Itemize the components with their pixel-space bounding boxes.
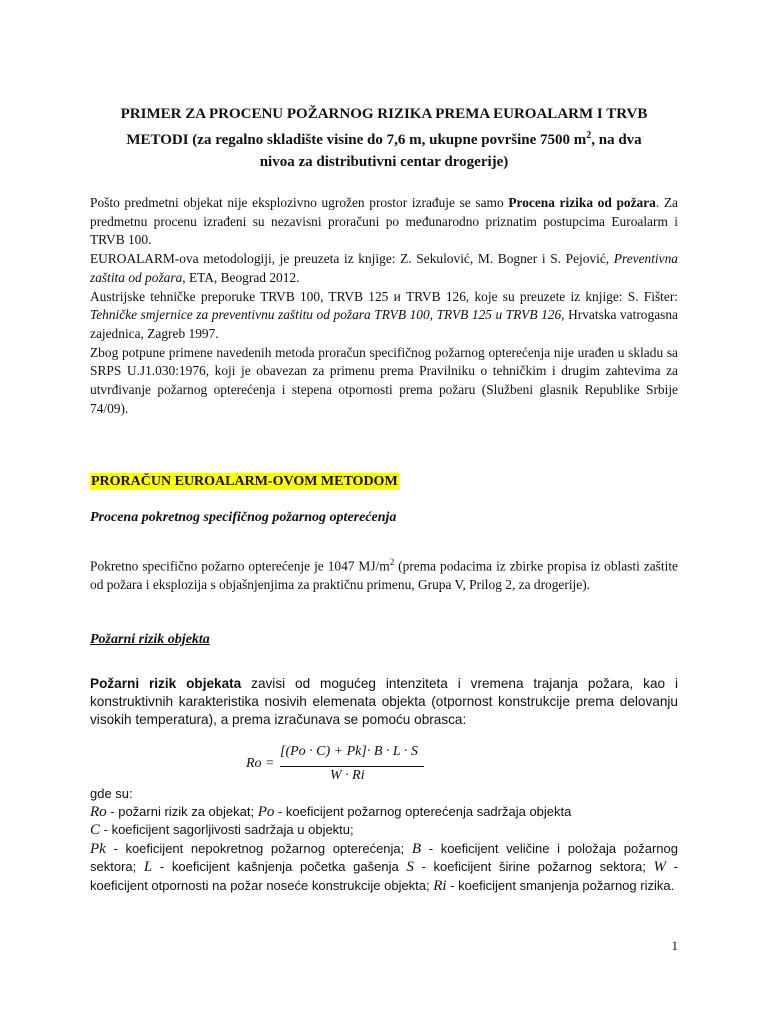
section-heading: PRORAČUN EUROALARM-OVOM METODOM <box>91 474 398 489</box>
intro-paragraph-1: Pošto predmetni objekat nije eksplozivno ugrožen prostor izrađuje se samo Procena rizika od požara. Za predmetnu procenu izrađeni su nezavisni proračuni po međunarodno priznatim postupcima Euroalarm i TRVB 100. <box>90 195 679 248</box>
legend-line-1: Ro - požarni rizik za objekat; Po - koeficijent požarnog opterećenja sadržaja objekta <box>90 803 572 820</box>
page-number: 1 <box>671 938 678 953</box>
legend-line-2: C - koeficijent sagorljivosti sadržaja u objektu; <box>90 822 354 838</box>
document-title <box>80 103 688 173</box>
title-line-3: nivoa za distributivni centar drogerije) <box>259 154 509 170</box>
legend-line-3: Pk - koeficijent nepokretnog požarnog opterećenja; B - koeficijent veličine i položaja požarnog sektora; L - koeficijent kašnjenja početka gašenja S - koeficijent širine požarnog sektora; W - koeficijent otpornosti na požar noseće konstrukcije objekta; Ri - koeficijent smanjenja požarnog rizika. <box>90 840 678 894</box>
formula-denominator: W · Ri <box>330 768 365 783</box>
risk-formula <box>246 744 426 788</box>
formula-fraction-bar <box>280 766 424 767</box>
title-line-1: PRIMER ZA PROCENU POŽARNOG RIZIKA PREMA EUROALARM I TRVB <box>120 106 648 122</box>
intro-paragraph-4: Zbog potpune primene navedenih metoda proračun specifičnog požarnog opterećenja nije urađen u skladu sa SRPS U.J1.030:1976, koji je obavezan za primenu prema Pravilniku o tehničkim i drugim zahtevima za utvrđivanje požarnog opterećenja i stepena otpornosti prema požaru (Službeni glasnik Republike Srbije 74/09). <box>90 344 678 416</box>
title-line-2: METODI (za regalno skladište visine do 7,6 m, ukupne površine 7500 $m^2$, na dva <box>126 130 642 148</box>
subheading-fire-risk: Požarni rizik objekta <box>90 632 210 647</box>
fire-risk-paragraph: Požarni rizik objekata zavisi od mogućeg intenziteta i vremena trajanja požara, kao i konstruktivnih karakteristika nosivih elemenata objekta (otpornost konstrukcije prema delovanju visokih temperatura), a prema izračunava se pomoću obrasca: <box>90 676 678 727</box>
fire-load-paragraph: Pokretno specifično požarno opterećenje je 1047 $MJ/m^2$ (prema podacima iz zbirke propisa iz oblasti zaštite od požara i eksplozija s objašnjenjima za praktičnu primenu, Grupa V, Prilog 2, za drogerije). <box>90 557 678 593</box>
formula-legend <box>90 785 678 895</box>
intro-paragraph-3: Austrijske tehničke preporuke TRVB 100, TRVB 125 и TRVB 126, koje su preuzete iz knjige: S. Fišter: Tehničke smjernice za preventivnu zaštitu od požara TRVB 100, TRVB 125 u TRVB 126, Hrvatska vatrogasna zajednica, Zagreb 1997. <box>90 288 678 341</box>
formula-lhs: Ro = <box>246 756 275 771</box>
intro-paragraph-2: EUROALARM-ova metodologiji, je preuzeta iz knjige: Z. Sekulović, M. Bogner i S. Pejović, Preventivna zaštita od požara, ETA, Beograd 2012. <box>90 251 678 285</box>
formula-numerator: [(Po · C) + Pk]· B · L · S <box>280 744 418 759</box>
intro-section <box>90 194 678 418</box>
subheading-fire-load: Procena pokretnog specifičnog požarnog opterećenja <box>90 510 397 525</box>
legend-intro: gde su: <box>90 786 133 801</box>
